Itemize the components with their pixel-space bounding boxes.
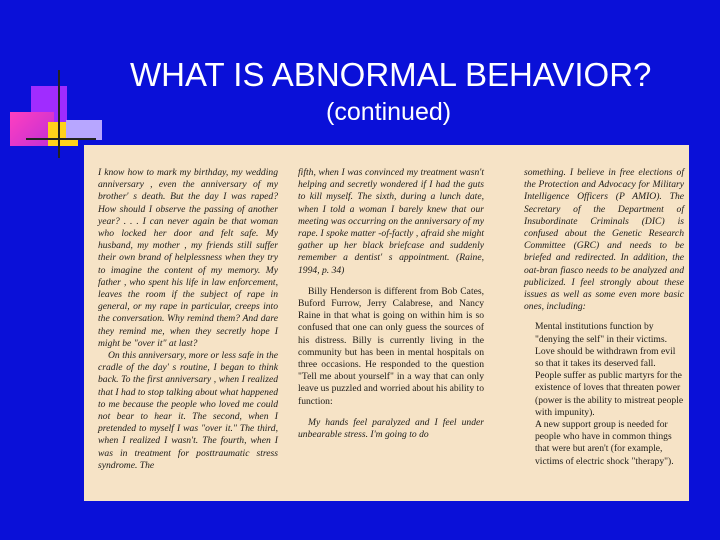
text-column-2 [298, 167, 484, 441]
decor-square-lilac [66, 120, 102, 140]
decor-line-vertical [58, 70, 60, 158]
quote-paragraph: On this anniversary, more or less safe in the cradle of the day' s routine, I began to think back. To the first anniversary , when I realized that I had to stop talking about what happened to me because the people who loved me could not bear to hear it. The second, when I pretended to myself I was "over it." The third, when I realized I wasn't. The fourth, when I was in treatment for posttraumatic stress syndrome. The [98, 350, 278, 471]
quote-paragraph: fifth, when I was convinced my treatment wasn't helping and secretly wondered if I had the guts to kill myself. The sixth, during a lunch date, when I told a woman I barely knew that our meeting was occurring on the anniversary of my rape. I spoke matter -of-factly , afraid she might gather up her black briefcase and suddenly remember a dentist' s appointment. (Raine, 1994, p. 34) [298, 167, 484, 276]
slide-title: WHAT IS ABNORMAL BEHAVIOR? [130, 56, 652, 93]
text-column-1 [98, 167, 278, 472]
slide-subtitle: (continued) [326, 98, 452, 126]
quote-paragraph: A new support group is needed for people who have in common things that were but aren't (for example, victims of electric shock "therapy"). [535, 419, 674, 467]
text-column-3 [524, 167, 684, 468]
quote-paragraph: I know how to mark my birthday, my wedding anniversary , even the anniversary of my brother' s death. But the day I was raped? How should I observe the passing of another year? . . . I can never again be that woman who locked her door and felt safe. My husband, my mother , my friends still suffer their own brand of helplessness when they try to imagine the content of my memory. My father , who spent his life in law enforcement, leaves the room if the subject of rape in general, or my rape in particular, creeps into the conversation. Why remind them? And dare they remind me, when they secretly hope I might be "over it" at last? [98, 167, 278, 349]
decor-line-horizontal [26, 138, 96, 140]
quote-paragraph: My hands feel paralyzed and I feel under unbearable stress. I'm going to do [298, 416, 484, 441]
quote-paragraph: Mental institutions function by "denying the self" in their victims. Love should be withdrawn from evil so that it takes its deserved fall. People suffer as public martyrs for the existence of loves that threaten power (power is the ability to mistreat people with impunity). [535, 321, 684, 418]
body-paragraph: Billy Henderson is different from Bob Cates, Buford Furrow, Jerry Calabrese, and Nancy Raine in that what is going on within him is so confused that one can only guess the sources of his distress. Billy is currently living in the community but has been in mental hospitals on three occasions. He responded to the question "Tell me about yourself" in a way that can only leave us puzzled and worried about his ability to function: [298, 285, 484, 407]
book-page-image [84, 145, 689, 501]
body-paragraph: something. I believe in free elections of the Protection and Advocacy for Military Intelligence Officers (P AMIO). The Secretary of the Department of Insubordinate Criminals (DIC) is confused about the Genetic Research Committee (GRC) and needs to be briefed and redirected. In addition, the oat-bran fiasco needs to be analyzed and publicized. I feel strongly about these issues as well as some even more basic ones, including: [524, 167, 684, 313]
